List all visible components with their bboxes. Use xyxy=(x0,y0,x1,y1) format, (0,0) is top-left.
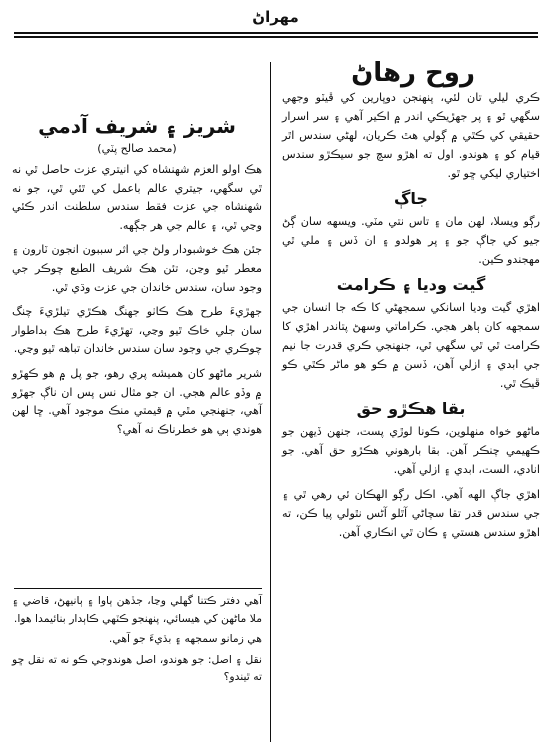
header-rule-2 xyxy=(14,36,538,38)
geet-vidya-paragraph: اهڙي گيت وديا اسانکي سمجهڻي کا ڪه جا انسان جي سمجهه کان ٻاهر هجي. ڪراماتي وسهڻ پتاندر اهڙي کا ڪرامت ٿي ٿي سگهي ٿي، جنهنجي ڪري قدرت جا نيم جي ابدي ۽ ازلي آهن، ڏسن ۾ ڪو هو ماڻر ڪٿي ڪو ڦيڪ ٿي. xyxy=(282,301,540,390)
bottom-quotes xyxy=(12,592,262,689)
heading-jaag: جاڳ xyxy=(394,189,428,208)
jaag-paragraph: رڳو ويسلا، لهن مان ۽ تاس نتي مٽي. ويسهه سان ڳڻ جيو کي جاڳ جو ۽ پر هولدو ۽ ان ڏس ۽ ملي ٿي مهجندو ڪين. xyxy=(282,215,540,266)
quote-paragraph-3: نقل ۽ اصل: جو هوندو، اصل هوندوجي ڪو نه ته نقل ڇو ته ٿيندو؟ xyxy=(12,652,262,683)
quote-paragraph-2: هي زمانو سمجهه ۽ بڌيءَ جو آهي. xyxy=(108,632,262,645)
heading-geet-vidya: گيت وديا ۽ ڪرامت xyxy=(336,275,486,294)
article-paragraph-1: هڪ اولو العزم شهنشاه کي انيتري عزت حاصل ٿي نه ٿي سگهي، جيتري عالم باعمل کي ٿئي ٿي، جو نه شهنشاه جي عزت فقط سندس سلطنت اندر ڪئي وڃي ٿي، ۽ عالم جي هر جڳهه. xyxy=(12,163,262,232)
column-divider xyxy=(270,62,271,742)
section-title: روح رهاڻ xyxy=(351,58,475,88)
article-heading: شريز ۽ شريف آدمي xyxy=(38,114,236,138)
article-paragraph-3: جهڙيءَ طرح هڪ ڪاٺو جهنگ هڪڙي تيلڙيءَ چنگ سان جلي خاڪ ٿيو وڃي، تهڙيءَ طرح هڪ بداطوار چوڪري جي وجود سان سندس خاندان تباهه ٿيو وڃي. xyxy=(12,305,262,356)
article-paragraph-2: جئن هڪ خوشبودار ولڻ جي اثر سببون انجون ٽارون ۽ معطر ٿيو وڃن، تئن هڪ شريف الطبع چوڪر جي وجود سان، سندس خاندان جي عزت وڌي ٿي. xyxy=(12,243,262,294)
left-column xyxy=(12,108,262,445)
intro-paragraph: ڪري ليلي تان لئي، پنهنجن دوپارين کي ڦيٽو وجهي سگهي ٿو ۽ پر جهڙيڪي اندر ۾ اڪير آهي ۽ سر اسرار حقيقي کي ڪٿي ۾ ڳولي هٿ ڪريان، لهڻي سندس اٿر قيام کو ۽ هوندو. اول ته اهڙو سچ جو سيڪڙو سندس اختياري ليکي ڇو ٿو. xyxy=(282,91,540,180)
jaag-alah-paragraph: اهڙي جاڳ الهه آهي. اڪل رڳو الهڪان ئي رهي ٿي ۽ جي سندس قدر تقا سچاڻي آٿلو آڻس نٿولي پيا ڪن، ته اهڙو سندس هستي ۽ ڪان ٿي انڪاري آهن. xyxy=(282,488,540,539)
baqa-paragraph: ماڻهو خواه منهلوين، ڪونا لوڙي پست، جنهن ڏيهن جو ڪهيمي چنڪر آهن. بقا بارهوني هڪڙو حق آهي. جو انادي، الست، ابدي ۽ ازلي آهي. xyxy=(282,425,540,476)
heading-baqa: بقا هڪڙو حق xyxy=(356,399,466,418)
quote-paragraph-1: آهي دفتر ڪتنا گهلي وڃا، جڏهن ٻاوا ۽ ٻانيهڻ، قاضي ۽ ملا ماڻهن کي هيسائي، پنهنجو ڪٽهي ڪاٻدار بنائيمدا هوا. xyxy=(12,594,262,625)
header-rule xyxy=(14,32,538,34)
article-byline: (محمد صالح پٽي) xyxy=(97,142,177,155)
article-paragraph-4: شرير ماڻهو کان هميشه پري رهو، جو پل ۾ هو ڪهڙو ۾ وڏو عالم هجي. ان جو مثال نس پس ان ناڳ جهڙو آهي، جنهنجي مٿي ۾ قيمتي منڪ موجود آهي. ڇا لهن هوندي ٻي هو خطرناڪ نه آهي؟ xyxy=(12,366,262,436)
box-top-rule xyxy=(14,588,262,589)
right-column xyxy=(282,88,540,548)
running-title: مهراڻ xyxy=(252,8,299,26)
